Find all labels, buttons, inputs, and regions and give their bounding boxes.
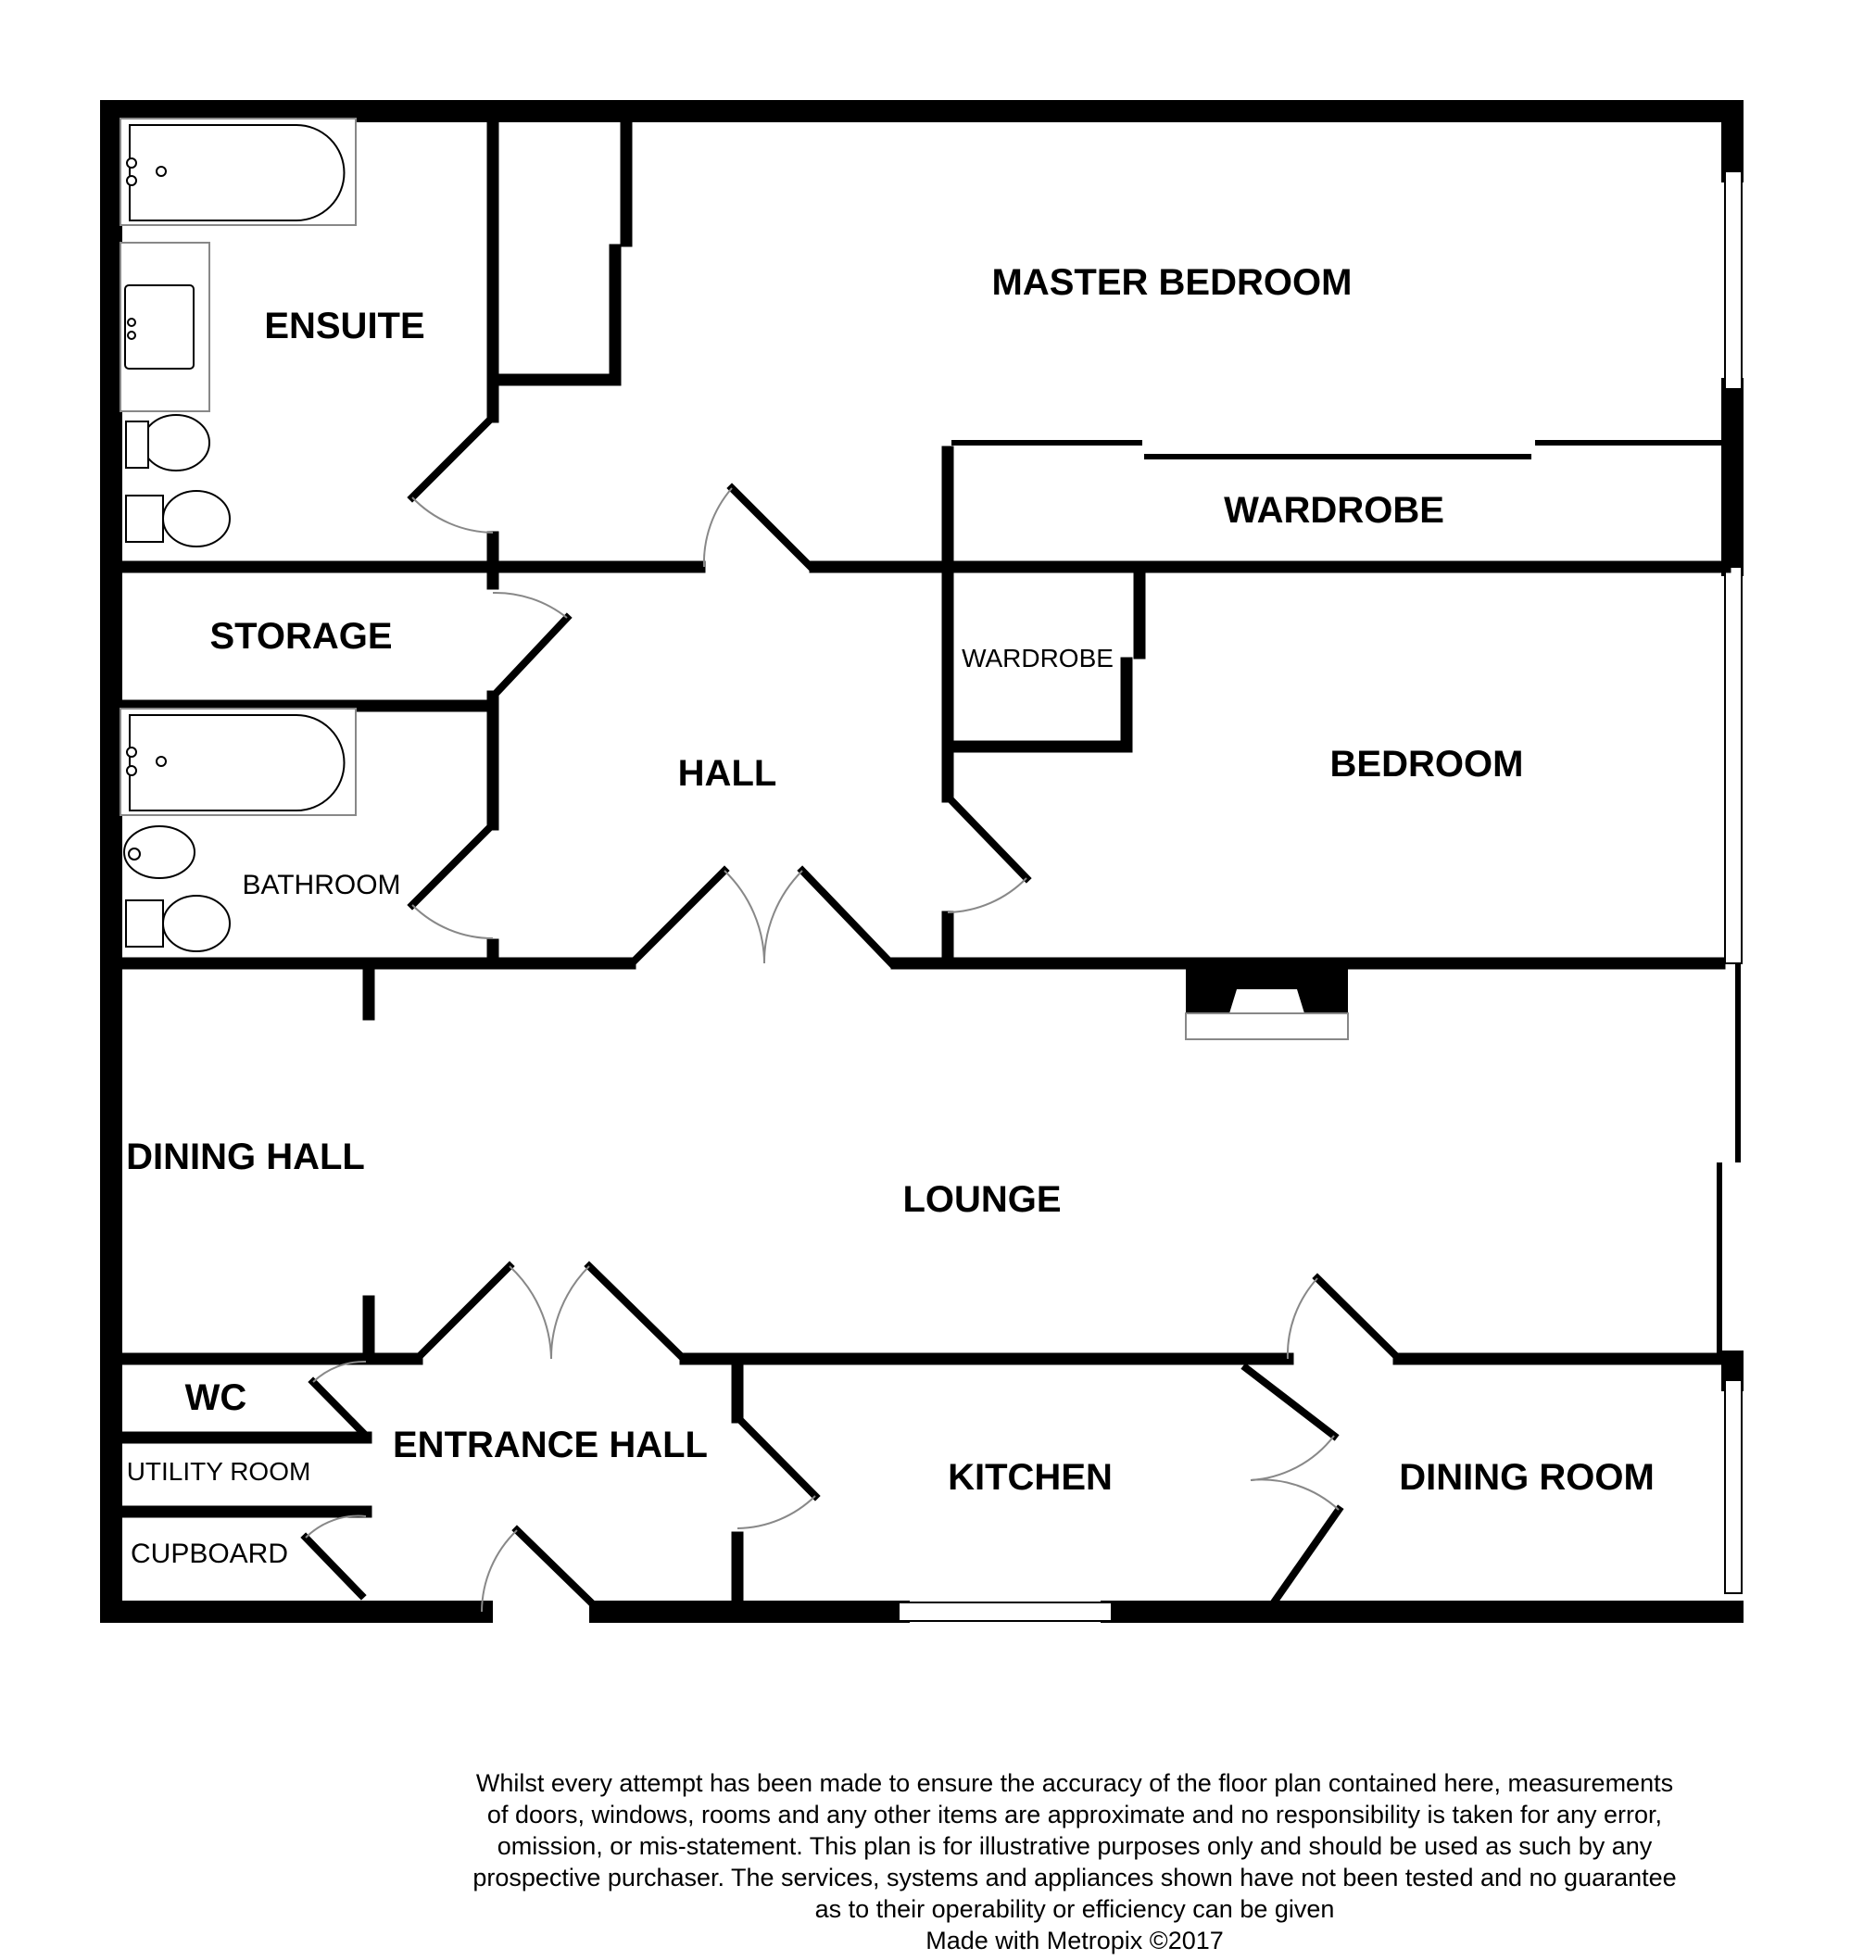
label-wardrobe-master: WARDROBE (1224, 490, 1444, 531)
disclaimer-line: of doors, windows, rooms and any other items are approximate and no responsibility is taken for any error, (486, 1801, 1663, 1828)
label-storage: STORAGE (209, 616, 393, 657)
lounge-side-window (1719, 963, 1738, 1362)
disclaimer-line: prospective purchaser. The services, systems and appliances shown have not been tested and no guarantee (472, 1864, 1677, 1891)
label-wardrobe-small: WARDROBE (962, 644, 1114, 672)
label-utility-room: UTILITY ROOM (126, 1457, 311, 1486)
window-kitchen (899, 1602, 1112, 1621)
label-bedroom: BEDROOM (1329, 744, 1524, 785)
disclaimer-line: Whilst every attempt has been made to ensure the accuracy of the floor plan contained here, measurements (475, 1769, 1674, 1797)
label-dining-room: DINING ROOM (1399, 1457, 1655, 1498)
window-dining-room (1725, 1380, 1742, 1593)
label-ensuite: ENSUITE (264, 306, 425, 346)
disclaimer-line: omission, or mis-statement. This plan is for illustrative purposes only and should be used as such by any (497, 1832, 1653, 1860)
window-master-bedroom (1725, 171, 1742, 389)
label-master-bedroom: MASTER BEDROOM (991, 262, 1353, 303)
ensuite-bidet (143, 415, 209, 471)
label-lounge: LOUNGE (902, 1179, 1062, 1220)
label-hall: HALL (677, 753, 777, 794)
ensuite-sink (125, 285, 194, 369)
label-kitchen: KITCHEN (948, 1457, 1113, 1498)
window-bedroom (1725, 567, 1742, 963)
bathroom-fixtures (120, 709, 356, 951)
metropix-credit: Made with Metropix ©2017 (925, 1927, 1224, 1954)
label-wc: WC (184, 1377, 247, 1418)
label-entrance-hall: ENTRANCE HALL (393, 1425, 708, 1465)
fireplace (1186, 969, 1348, 1039)
label-bathroom: BATHROOM (242, 870, 401, 900)
ensuite-toilet (163, 491, 230, 547)
label-dining-hall: DINING HALL (126, 1137, 365, 1177)
disclaimer-line: as to their operability or efficiency can be given (814, 1895, 1335, 1923)
disclaimer (389, 1767, 1760, 1956)
windows (899, 171, 1742, 1621)
bathroom-toilet (163, 896, 230, 951)
label-cupboard: CUPBOARD (130, 1539, 289, 1569)
